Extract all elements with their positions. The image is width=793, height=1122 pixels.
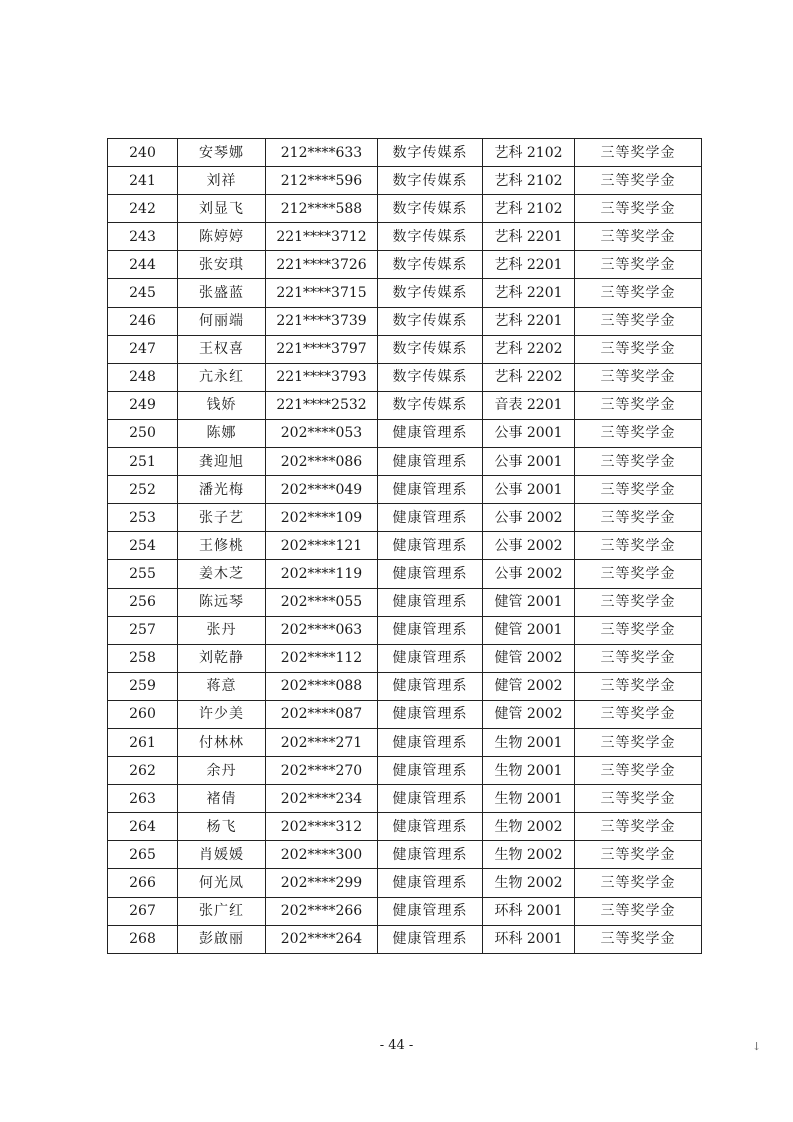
class-name-cell: 公事 2002 (483, 504, 575, 532)
student-name-cell: 姜木芝 (178, 560, 266, 588)
student-id-cell: 221****3712 (266, 223, 378, 251)
row-number-cell: 259 (108, 672, 178, 700)
award-type-cell: 三等奖学金 (575, 785, 702, 813)
student-id-cell: 202****055 (266, 588, 378, 616)
student-id-cell: 202****299 (266, 869, 378, 897)
row-number-cell: 267 (108, 897, 178, 925)
student-name-cell: 亢永红 (178, 363, 266, 391)
class-name-cell: 艺科 2202 (483, 363, 575, 391)
class-name-cell: 生物 2002 (483, 869, 575, 897)
row-number-cell: 260 (108, 700, 178, 728)
table-row (108, 616, 702, 644)
class-name-cell: 公事 2002 (483, 532, 575, 560)
award-type-cell: 三等奖学金 (575, 616, 702, 644)
class-name-cell: 艺科 2102 (483, 195, 575, 223)
award-type-cell: 三等奖学金 (575, 813, 702, 841)
row-number-cell: 243 (108, 223, 178, 251)
department-cell: 健康管理系 (378, 672, 483, 700)
award-type-cell: 三等奖学金 (575, 139, 702, 167)
student-name-cell: 张子艺 (178, 504, 266, 532)
table-row (108, 195, 702, 223)
student-name-cell: 潘光梅 (178, 476, 266, 504)
row-number-cell: 264 (108, 813, 178, 841)
department-cell: 健康管理系 (378, 757, 483, 785)
table-row (108, 448, 702, 476)
row-number-cell: 244 (108, 251, 178, 279)
table-row (108, 279, 702, 307)
department-cell: 健康管理系 (378, 728, 483, 756)
student-id-cell: 212****588 (266, 195, 378, 223)
award-type-cell: 三等奖学金 (575, 897, 702, 925)
student-id-cell: 202****086 (266, 448, 378, 476)
table-body (108, 139, 702, 954)
table-row (108, 925, 702, 953)
corner-mark: ↓ (752, 1040, 762, 1053)
class-name-cell: 公事 2002 (483, 560, 575, 588)
student-id-cell: 202****234 (266, 785, 378, 813)
department-cell: 健康管理系 (378, 560, 483, 588)
student-name-cell: 褚倩 (178, 785, 266, 813)
table-row (108, 419, 702, 447)
award-type-cell: 三等奖学金 (575, 757, 702, 785)
class-name-cell: 公事 2001 (483, 448, 575, 476)
student-id-cell: 202****053 (266, 419, 378, 447)
table-row (108, 251, 702, 279)
award-type-cell: 三等奖学金 (575, 251, 702, 279)
student-name-cell: 张广红 (178, 897, 266, 925)
student-id-cell: 212****633 (266, 139, 378, 167)
award-type-cell: 三等奖学金 (575, 925, 702, 953)
row-number-cell: 265 (108, 841, 178, 869)
student-name-cell: 安琴娜 (178, 139, 266, 167)
student-name-cell: 何丽端 (178, 307, 266, 335)
student-id-cell: 202****271 (266, 728, 378, 756)
student-id-cell: 221****3726 (266, 251, 378, 279)
student-name-cell: 龚迎旭 (178, 448, 266, 476)
class-name-cell: 健管 2001 (483, 588, 575, 616)
table-row (108, 363, 702, 391)
award-type-cell: 三等奖学金 (575, 728, 702, 756)
award-type-cell: 三等奖学金 (575, 167, 702, 195)
student-id-cell: 202****087 (266, 700, 378, 728)
student-name-cell: 刘乾静 (178, 644, 266, 672)
row-number-cell: 248 (108, 363, 178, 391)
class-name-cell: 环科 2001 (483, 925, 575, 953)
table-row (108, 139, 702, 167)
class-name-cell: 生物 2001 (483, 728, 575, 756)
department-cell: 健康管理系 (378, 588, 483, 616)
department-cell: 健康管理系 (378, 644, 483, 672)
table-row (108, 588, 702, 616)
class-name-cell: 公事 2001 (483, 419, 575, 447)
student-id-cell: 221****3797 (266, 335, 378, 363)
award-type-cell: 三等奖学金 (575, 700, 702, 728)
row-number-cell: 247 (108, 335, 178, 363)
table-row (108, 532, 702, 560)
award-type-cell: 三等奖学金 (575, 504, 702, 532)
row-number-cell: 261 (108, 728, 178, 756)
award-type-cell: 三等奖学金 (575, 279, 702, 307)
scholarship-table (107, 138, 702, 954)
student-name-cell: 彭啟丽 (178, 925, 266, 953)
student-id-cell: 202****300 (266, 841, 378, 869)
department-cell: 健康管理系 (378, 504, 483, 532)
class-name-cell: 生物 2002 (483, 813, 575, 841)
row-number-cell: 254 (108, 532, 178, 560)
student-name-cell: 肖媛媛 (178, 841, 266, 869)
row-number-cell: 240 (108, 139, 178, 167)
award-type-cell: 三等奖学金 (575, 223, 702, 251)
row-number-cell: 246 (108, 307, 178, 335)
award-type-cell: 三等奖学金 (575, 195, 702, 223)
page-number: - 44 - (379, 1038, 414, 1053)
row-number-cell: 251 (108, 448, 178, 476)
department-cell: 健康管理系 (378, 532, 483, 560)
table-row (108, 476, 702, 504)
student-id-cell: 202****112 (266, 644, 378, 672)
class-name-cell: 健管 2002 (483, 644, 575, 672)
table-row (108, 167, 702, 195)
table-row (108, 223, 702, 251)
student-id-cell: 202****063 (266, 616, 378, 644)
student-name-cell: 王权喜 (178, 335, 266, 363)
row-number-cell: 258 (108, 644, 178, 672)
student-name-cell: 刘祥 (178, 167, 266, 195)
department-cell: 数字传媒系 (378, 223, 483, 251)
class-name-cell: 艺科 2201 (483, 279, 575, 307)
student-id-cell: 221****3793 (266, 363, 378, 391)
student-id-cell: 202****109 (266, 504, 378, 532)
award-type-cell: 三等奖学金 (575, 307, 702, 335)
table-row (108, 672, 702, 700)
table-row (108, 813, 702, 841)
row-number-cell: 263 (108, 785, 178, 813)
department-cell: 数字传媒系 (378, 139, 483, 167)
student-name-cell: 付林林 (178, 728, 266, 756)
student-name-cell: 陈娜 (178, 419, 266, 447)
student-id-cell: 202****049 (266, 476, 378, 504)
award-type-cell: 三等奖学金 (575, 532, 702, 560)
student-id-cell: 202****121 (266, 532, 378, 560)
department-cell: 健康管理系 (378, 448, 483, 476)
class-name-cell: 生物 2002 (483, 841, 575, 869)
student-name-cell: 许少美 (178, 700, 266, 728)
table-row (108, 391, 702, 419)
row-number-cell: 241 (108, 167, 178, 195)
department-cell: 数字传媒系 (378, 335, 483, 363)
student-id-cell: 202****266 (266, 897, 378, 925)
row-number-cell: 268 (108, 925, 178, 953)
table-row (108, 700, 702, 728)
table-row (108, 560, 702, 588)
department-cell: 健康管理系 (378, 841, 483, 869)
award-type-cell: 三等奖学金 (575, 869, 702, 897)
row-number-cell: 249 (108, 391, 178, 419)
award-type-cell: 三等奖学金 (575, 419, 702, 447)
row-number-cell: 262 (108, 757, 178, 785)
student-id-cell: 221****3739 (266, 307, 378, 335)
award-type-cell: 三等奖学金 (575, 476, 702, 504)
award-type-cell: 三等奖学金 (575, 560, 702, 588)
award-type-cell: 三等奖学金 (575, 448, 702, 476)
award-type-cell: 三等奖学金 (575, 841, 702, 869)
class-name-cell: 艺科 2102 (483, 139, 575, 167)
student-name-cell: 蒋意 (178, 672, 266, 700)
class-name-cell: 艺科 2102 (483, 167, 575, 195)
student-id-cell: 202****312 (266, 813, 378, 841)
table-row (108, 644, 702, 672)
table-row (108, 307, 702, 335)
department-cell: 健康管理系 (378, 785, 483, 813)
row-number-cell: 257 (108, 616, 178, 644)
student-name-cell: 钱娇 (178, 391, 266, 419)
department-cell: 健康管理系 (378, 700, 483, 728)
award-type-cell: 三等奖学金 (575, 672, 702, 700)
class-name-cell: 健管 2001 (483, 616, 575, 644)
row-number-cell: 253 (108, 504, 178, 532)
class-name-cell: 艺科 2201 (483, 223, 575, 251)
department-cell: 健康管理系 (378, 897, 483, 925)
award-type-cell: 三等奖学金 (575, 335, 702, 363)
row-number-cell: 256 (108, 588, 178, 616)
table-row (108, 897, 702, 925)
row-number-cell: 255 (108, 560, 178, 588)
class-name-cell: 健管 2002 (483, 672, 575, 700)
department-cell: 数字传媒系 (378, 363, 483, 391)
award-type-cell: 三等奖学金 (575, 391, 702, 419)
student-name-cell: 余丹 (178, 757, 266, 785)
class-name-cell: 艺科 2201 (483, 251, 575, 279)
table-row (108, 841, 702, 869)
department-cell: 数字传媒系 (378, 251, 483, 279)
table-row (108, 869, 702, 897)
class-name-cell: 健管 2002 (483, 700, 575, 728)
row-number-cell: 252 (108, 476, 178, 504)
department-cell: 健康管理系 (378, 616, 483, 644)
student-name-cell: 杨飞 (178, 813, 266, 841)
student-id-cell: 202****119 (266, 560, 378, 588)
table-row (108, 504, 702, 532)
department-cell: 健康管理系 (378, 813, 483, 841)
student-name-cell: 刘显飞 (178, 195, 266, 223)
student-id-cell: 202****088 (266, 672, 378, 700)
department-cell: 健康管理系 (378, 419, 483, 447)
department-cell: 数字传媒系 (378, 167, 483, 195)
row-number-cell: 242 (108, 195, 178, 223)
student-id-cell: 202****264 (266, 925, 378, 953)
student-id-cell: 202****270 (266, 757, 378, 785)
class-name-cell: 艺科 2202 (483, 335, 575, 363)
table-row (108, 335, 702, 363)
department-cell: 健康管理系 (378, 476, 483, 504)
class-name-cell: 公事 2001 (483, 476, 575, 504)
table-row (108, 728, 702, 756)
award-type-cell: 三等奖学金 (575, 588, 702, 616)
student-name-cell: 张盛蓝 (178, 279, 266, 307)
student-id-cell: 221****3715 (266, 279, 378, 307)
row-number-cell: 250 (108, 419, 178, 447)
class-name-cell: 生物 2001 (483, 757, 575, 785)
student-name-cell: 王修桃 (178, 532, 266, 560)
award-type-cell: 三等奖学金 (575, 644, 702, 672)
department-cell: 健康管理系 (378, 925, 483, 953)
department-cell: 数字传媒系 (378, 279, 483, 307)
student-name-cell: 张安琪 (178, 251, 266, 279)
class-name-cell: 音表 2201 (483, 391, 575, 419)
row-number-cell: 266 (108, 869, 178, 897)
class-name-cell: 环科 2001 (483, 897, 575, 925)
table-row (108, 785, 702, 813)
student-name-cell: 何光凤 (178, 869, 266, 897)
student-id-cell: 221****2532 (266, 391, 378, 419)
student-id-cell: 212****596 (266, 167, 378, 195)
department-cell: 健康管理系 (378, 869, 483, 897)
department-cell: 数字传媒系 (378, 391, 483, 419)
row-number-cell: 245 (108, 279, 178, 307)
award-type-cell: 三等奖学金 (575, 363, 702, 391)
class-name-cell: 艺科 2201 (483, 307, 575, 335)
department-cell: 数字传媒系 (378, 195, 483, 223)
department-cell: 数字传媒系 (378, 307, 483, 335)
student-name-cell: 陈远琴 (178, 588, 266, 616)
student-name-cell: 陈婷婷 (178, 223, 266, 251)
student-name-cell: 张丹 (178, 616, 266, 644)
table-row (108, 757, 702, 785)
class-name-cell: 生物 2001 (483, 785, 575, 813)
